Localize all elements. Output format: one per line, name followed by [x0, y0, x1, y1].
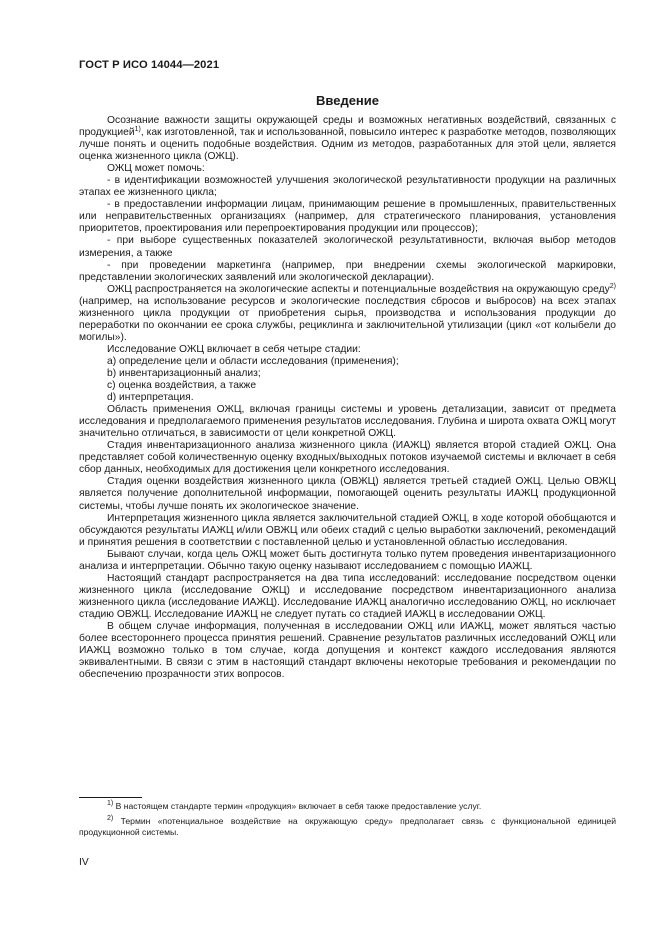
- footnote: $^{1)}$ В настоящем стандарте термин «продукция» включает в себя также предоставление услуг.: [107, 800, 482, 811]
- footnote: $^{2)}$ Термин «потенциальное воздействие на окружающую среду» предполагает связь с функциональной единицей продукционной системы.: [79, 815, 616, 837]
- list-item: - в предоставлении информации лицам, принимающим решение в промышленных, правительственных или неправительственных организациях (например, для стратегического планирования, установления приоритетов, проектирования или перепроектирования продукции или процессов);: [79, 199, 616, 235]
- page-number: IV: [79, 857, 89, 868]
- paragraph: ОЖЦ может помочь:: [107, 163, 205, 175]
- paragraph: Исследование ОЖЦ включает в себя четыре стадии:: [107, 343, 361, 355]
- paragraph: Осознание важности защиты окружающей среды и возможных негативных воздействий, связанных с продукцией$^{1)}$, как изготовленной, так и использованной, повысило интерес к разработке методов, позволяющих лучше понять и оценить подобные воздействия. Одним из методов, разработанных для этой цели, является оценка жизненного цикла (ОЖЦ).: [79, 115, 616, 163]
- list-item: - при проведении маркетинга (например, при внедрении схемы экологической маркировки, представлении экологических заявлений или экологической декларации).: [79, 259, 616, 283]
- footnote-mark: 2): [107, 815, 114, 822]
- list-item: - при выборе существенных показателей экологической результативности, включая выбор методов измерения, а также: [79, 235, 616, 259]
- list-item: d) интерпретация.: [107, 392, 194, 404]
- body-text: [79, 115, 616, 681]
- list-item: - в идентификации возможностей улучшения экологической результативности продукции на различных этапах ее жизненного цикла;: [79, 175, 616, 199]
- section-title: Введение: [316, 93, 379, 108]
- list-item: b) инвентаризационный анализ;: [107, 367, 261, 379]
- footnotes: [79, 801, 616, 842]
- list-item: a) определение цели и области исследования (применения);: [107, 355, 399, 367]
- footnote-divider: [79, 797, 142, 798]
- paragraph: Бывают случаи, когда цель ОЖЦ может быть достигнута только путем проведения инвентаризационного анализа и интерпретации. Обычно такую оценку называют исследованием с помощью ИАЖЦ.: [79, 548, 616, 572]
- paragraph: Стадия инвентаризационного анализа жизненного цикла (ИАЖЦ) является второй стадией ОЖЦ. Она представляет собой количественную оценку входных/выходных потоков изучаемой системы и включает в себя сбор данных, необходимых для достижения цели конкретного исследования.: [79, 440, 616, 476]
- paragraph: Настоящий стандарт распространяется на два типа исследований: исследование посредством оценки жизненного цикла (исследование ОЖЦ) и исследование посредством инвентаризационного анализа жизненного цикла (исследование ИАЖЦ). Исследование ИАЖЦ аналогично исследованию ОЖЦ, но исключает стадию ОВЖЦ. Исследование ИАЖЦ не следует путать со стадией ИАЖЦ в исследовании ОЖЦ.: [79, 572, 616, 620]
- footnote-ref: 1): [134, 126, 141, 134]
- paragraph: В общем случае информация, полученная в исследовании ОЖЦ или ИАЖЦ, может являться частью более всестороннего процесса принятия решений. Сравнение результатов различных исследований ОЖЦ или ИАЖЦ возможно только в том случае, когда допущения и контекст каждого исследования являются эквивалентными. В связи с этим в настоящий стандарт включены некоторые требования и рекомендации по обеспечению прозрачности этих вопросов.: [79, 620, 616, 681]
- document-header: ГОСТ Р ИСО 14044—2021: [79, 59, 220, 71]
- paragraph: Интерпретация жизненного цикла является заключительной стадией ОЖЦ, в ходе которой обобщаются и обсуждаются результаты ИАЖЦ и/или ОВЖЦ или обеих стадий с целью выработки заключений, рекомендаций и принятия решения в соответствии с поставленной целью и установленной областью исследования.: [79, 512, 616, 548]
- footnote-ref: 2): [609, 282, 616, 290]
- paragraph: Область применения ОЖЦ, включая границы системы и уровень детализации, зависит от предмета исследования и предполагаемого применения результатов исследования. Глубина и широта охвата ОЖЦ могут значительно отличаться, в зависимости от цели конкретной ОЖЦ.: [79, 404, 616, 440]
- footnote-mark: 1): [107, 800, 114, 807]
- paragraph: Стадия оценки воздействия жизненного цикла (ОВЖЦ) является третьей стадией ОЖЦ. Целью ОВЖЦ является получение дополнительной информации, помогающей оценить результаты ИАЖЦ продукционной системы, чтобы лучше понять их экологическое значение.: [79, 476, 616, 512]
- list-item: c) оценка воздействия, а также: [107, 380, 257, 392]
- paragraph: ОЖЦ распространяется на экологические аспекты и потенциальные воздействия на окружающую среду$^{2)}$ (например, на использование ресурсов и экологические последствия сбросов и выбросов) на всех этапах жизненного цикла продукции от приобретения сырья, производства и использования продукции до переработки по окончании ее срока службы, рециклинга и заключительной утилизации (цикл «от колыбели до могилы»).: [79, 282, 616, 343]
